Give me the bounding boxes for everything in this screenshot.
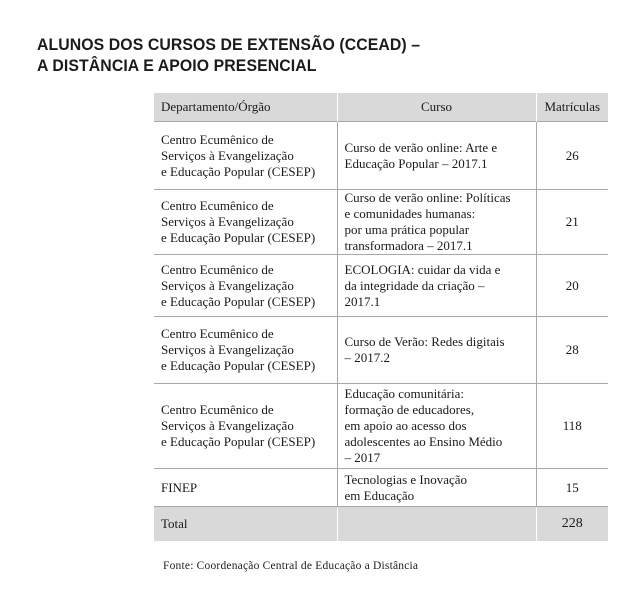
cell-curso (337, 255, 536, 317)
cell-matriculas: 26 (536, 122, 608, 190)
cell-departamento (154, 190, 337, 255)
cell-matriculas: 118 (536, 384, 608, 469)
cell-line: Centro Ecumênico de (161, 402, 274, 417)
cell-departamento (154, 469, 337, 507)
title-line-1: ALUNOS DOS CURSOS DE EXTENSÃO (CCEAD) – (37, 35, 421, 54)
table-row (154, 384, 608, 469)
cell-line: por uma prática popular (344, 222, 470, 237)
total-matriculas: 228 (536, 507, 608, 542)
cell-line: e comunidades humanas: (344, 206, 476, 221)
table-row (154, 122, 608, 190)
enrollment-table (154, 93, 608, 541)
cell-matriculas: 15 (536, 469, 608, 507)
cell-line: adolescentes ao Ensino Médio (344, 434, 503, 449)
cell-departamento (154, 255, 337, 317)
cell-line: e Educação Popular (CESEP) (161, 230, 316, 245)
table-row (154, 190, 608, 255)
cell-curso (337, 384, 536, 469)
cell-matriculas: 21 (536, 190, 608, 255)
cell-line: 2017.1 (344, 293, 381, 309)
cell-line: e Educação Popular (CESEP) (161, 358, 316, 373)
cell-line: Curso de verão online: Arte e (344, 139, 498, 155)
cell-line: Centro Ecumênico de (161, 261, 274, 277)
cell-departamento (154, 122, 337, 190)
cell-line: Serviços à Evangelização (161, 342, 294, 357)
cell-line: em apoio ao acesso dos (344, 418, 467, 433)
table-title (37, 34, 558, 76)
title-line-2: A DISTÂNCIA E APOIO PRESENCIAL (37, 56, 317, 75)
cell-departamento (154, 317, 337, 384)
table-body (154, 122, 608, 542)
cell-line: FINEP (161, 479, 198, 495)
cell-line: da integridade da criação – (344, 277, 485, 293)
cell-departamento (154, 384, 337, 469)
table-row (154, 255, 608, 317)
cell-line: ECOLOGIA: cuidar da vida e (344, 261, 501, 277)
cell-line: Serviços à Evangelização (161, 418, 294, 433)
table-row (154, 317, 608, 384)
cell-curso (337, 190, 536, 255)
cell-line: transformadora – 2017.1 (344, 238, 473, 253)
cell-curso (337, 122, 536, 190)
cell-line: e Educação Popular (CESEP) (161, 434, 316, 449)
cell-line: Curso de Verão: Redes digitais (344, 334, 505, 349)
cell-line: e Educação Popular (CESEP) (161, 163, 316, 179)
cell-curso (337, 317, 536, 384)
cell-curso (337, 469, 536, 507)
cell-line: em Educação (344, 487, 415, 503)
cell-matriculas: 28 (536, 317, 608, 384)
table-row (154, 469, 608, 507)
cell-line: Centro Ecumênico de (161, 131, 274, 147)
header-departamento: Departamento/Órgão (154, 93, 337, 122)
total-curso-empty (337, 507, 536, 542)
cell-line: Educação comunitária: (344, 386, 464, 401)
cell-line: – 2017.2 (344, 350, 390, 365)
cell-line: Centro Ecumênico de (161, 326, 274, 341)
source-note: Fonte: Coordenação Central de Educação a Distância (163, 560, 419, 572)
cell-line: Curso de verão online: Políticas (344, 190, 511, 205)
cell-line: Centro Ecumênico de (161, 198, 274, 213)
cell-line: e Educação Popular (CESEP) (161, 293, 316, 309)
header-curso: Curso (337, 93, 536, 122)
total-label: Total (154, 507, 337, 542)
cell-line: – 2017 (344, 450, 381, 465)
total-row (154, 507, 608, 542)
cell-line: Serviços à Evangelização (161, 214, 294, 229)
cell-line: formação de educadores, (344, 402, 475, 417)
header-matriculas: Matrículas (536, 93, 608, 122)
cell-line: Educação Popular – 2017.1 (344, 155, 488, 171)
cell-line: Serviços à Evangelização (161, 147, 294, 163)
cell-matriculas: 20 (536, 255, 608, 317)
header-row (154, 93, 608, 122)
cell-line: Tecnologias e Inovação (344, 471, 468, 487)
cell-line: Serviços à Evangelização (161, 277, 294, 293)
